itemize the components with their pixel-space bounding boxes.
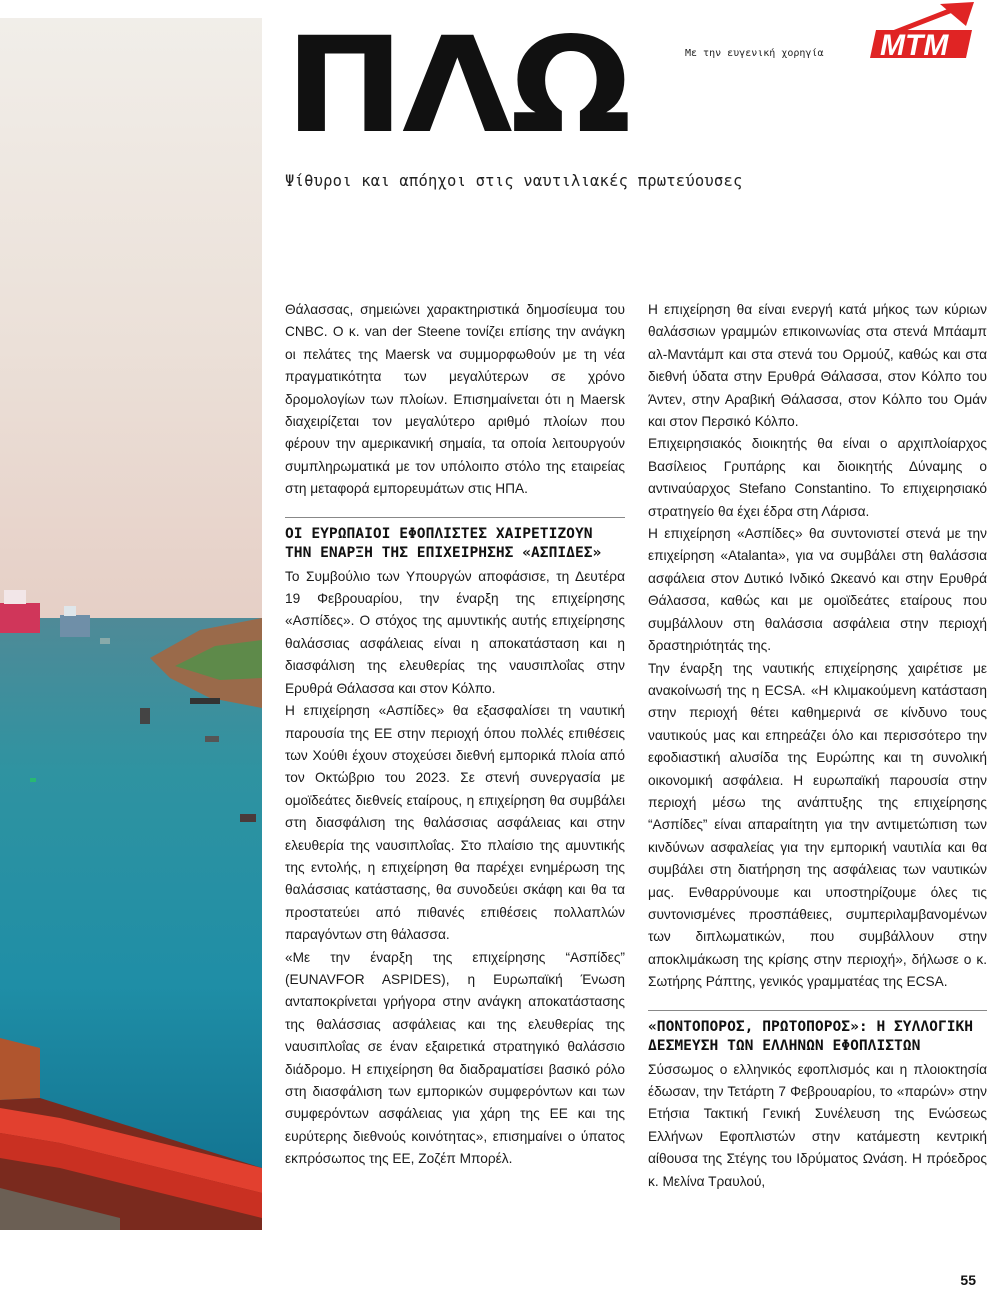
section-divider: [648, 1010, 987, 1011]
ship-blue-deck: [64, 606, 76, 616]
ship-blue: [60, 615, 90, 637]
container-stack-top: [0, 1038, 40, 1100]
sea-port-illustration: [0, 18, 262, 1230]
sky: [0, 18, 262, 618]
section-heading-aspides: ΟΙ ΕΥΡΩΠΑΙΟΙ ΕΦΟΠΛΙΣΤΕΣ ΧΑΙΡΕΤΙΖΟΥΝ ΤΗΝ ΕΝΑΡΞΗ ΤΗΣ ΕΠΙΧΕΙΡΗΣΗΣ «ΑΣΠΙΔΕΣ»: [285, 524, 602, 561]
col2-closing-paragraph: Σύσσωμος ο ελληνικός εφοπλισμός και η πλοιοκτησία έδωσαν, την Τετάρτη 7 Φεβρουαρίου, το «παρών» στην Ετήσια Τακτική Γενική Συνέλευση της Ενώσεως Ελλήνων Εφοπλιστών στην κατάμεστη κεντρική αίθουσα της Στέγης του Ιδρύματος Ωνάση. Η πρόεδρος κ. Μελίνα Τραυλού,: [648, 1061, 987, 1189]
col1-paragraph: Η επιχείρηση «Ασπίδες» θα εξασφαλίσει τη ναυτική παρουσία της ΕΕ στην περιοχή όπου πολλές επιθέσεις των Χούθι έχουν στοχεύσει διεθνή εμπορικά πλοία από τον Οκτώβριο του 2023. Σε στενή συνεργασία με ομοϊδεάτες διεθνείς εταίρους, η επιχείρηση θα συμβάλει στη διασφάλιση της θαλάσσιας ασφάλειας και στην ελευθερία της ναυσιπλοΐας. Στο πλαίσιο της αμυντικής της εντολής, η επιχείρηση θα παρέχει ενημέρωση της θαλάσσιας κατάστασης, θα συνοδεύει σκάφη και θα τα προστατεύει από πιθανές επιθέσεις πολλαπλών παραγόντων στη θάλασσα.: [285, 703, 625, 943]
col1-intro-paragraph: Θάλασσας, σημειώνει χαρακτηριστικά δημοσίευμα του CNBC. Ο κ. van der Steene τονίζει επίσης την ανάγκη οι πελάτες της Maersk να συμμορφωθούν με τη νέα πραγματικότητα των μεγαλύτερων σε χρόνο δρομολογίων των πλοίων. Επισημαίνεται ότι η Maersk διαχειρίζεται τον μεγαλύτερο αριθμό πλοίων που φέρουν την αμερικανική σημαία, τα οποία λειτουργούν συμπληρωματικά με τον υπόλοιπο στόλο της εταιρείας στη μεταφορά εμπορευμάτων στις ΗΠΑ.: [285, 302, 625, 497]
masthead-title: ΠΛΩ: [285, 9, 630, 163]
article-column-2: [648, 299, 987, 1193]
buoy: [140, 708, 150, 724]
col2-paragraph: Η επιχείρηση «Ασπίδες» θα συντονιστεί στενά με την επιχείρηση «Atalanta», για να συμβάλει στη θαλάσσια ασφάλεια στον Δυτικό Ινδικό Ωκεανό και στην Ερυθρά Θάλασσα, καθώς και με ομοϊδεάτες εταίρους που συμβάλλουν στη θαλάσσια ασφάλεια στην περιοχή δραστηριότητάς της.: [648, 526, 987, 654]
ship-pink-deck: [4, 590, 26, 604]
logo-text: MTM: [880, 29, 949, 62]
marker: [30, 778, 36, 782]
col1-paragraph: Το Συμβούλιο των Υπουργών αποφάσισε, τη Δευτέρα 19 Φεβρουαρίου, την έναρξη της επιχείρησης «Ασπίδες». Ο στόχος της αμυντικής αυτής επιχείρησης θαλάσσιας ασφάλειας είναι η αποκατάσταση και η διασφάλιση της ελευθερίας της ναυσιπλοΐας στην Ερυθρά Θάλασσα και στον Κόλπο.: [285, 568, 625, 696]
col2-paragraph: Επιχειρησιακός διοικητής θα είναι ο αρχιπλοίαρχος Βασίλειος Γρυπάρης και διοικητής Δύναμης ο αντιναύαρχος Stefano Constantino. Το επιχειρησιακό στρατηγείο θα έχει έδρα στη Λάρισα.: [648, 436, 987, 519]
pier: [190, 698, 220, 704]
article-column-1: [285, 299, 625, 1171]
ship-small: [100, 638, 110, 644]
masthead-subtitle: Ψίθυροι και απόηχοι στις ναυτιλιακές πρωτεύουσες: [285, 172, 743, 190]
col1-paragraph: «Με την έναρξη της επιχείρησης “Ασπίδες” (EUNAVFOR ASPIDES), η Ευρωπαϊκή Ένωση ανταποκρίνεται γρήγορα στην ανάγκη αποκατάστασης της θαλάσσιας ασφάλειας και της ελευθερίας της ναυσιπλοΐας σε έναν εξαιρετικά στρατηγικό θαλάσσιο διάδρομο. Η επιχείρηση θα διαδραματίσει βασικό ρόλο στη διασφάλιση των εμπορικών συμφερόντων και των συμφερόντων ασφάλειας για χάρη της ΕΕ και της ευρύτερης διεθνούς κοινότητας», επισημαίνει ο ύπατος εκπρόσωπος της ΕΕ, Ζοζέπ Μπορέλ.: [285, 949, 625, 1167]
ship-pink: [0, 603, 40, 633]
section-divider: [285, 517, 625, 518]
section-heading-pontoporos: «ΠΟΝΤΟΠΟΡΟΣ, ΠΡΩΤΟΠΟΡΟΣ»: Η ΣΥΛΛΟΓΙΚΗ ΔΕΣΜΕΥΣΗ ΤΩΝ ΕΛΛΗΝΩΝ ΕΦΟΠΛΙΣΤΩΝ: [648, 1017, 974, 1054]
cover-photo-sea-port: [0, 18, 262, 1230]
sponsor-text: Με την ευγενική χορηγία: [685, 48, 824, 59]
col2-paragraph: Την έναρξη της ναυτικής επιχείρησης χαιρέτισε με ανακοίνωσή της η ECSA. «Η κλιμακούμενη κατάσταση στην περιοχή θέτει καθημερινά σε κίνδυνο τους ναυτικούς μας και επηρεάζει όλο και περισσότερο την εφοδιαστική αλυσίδα της Ευρώπης και τη συνολική οικονομική ασφάλεια. Η ευρωπαϊκή παρουσία στην περιοχή μέσω της ανάπτυξης της επιχείρησης “Ασπίδες” είναι απαραίτητη για την αντιμετώπιση των κινδύνων ασφαλείας για την εμπορική ναυτιλία και θα συμβάλει στη διατήρηση της ασφάλειας των ναυτικών μας. Ενθαρρύνουμε και υποστηρίζουμε όλες τις συντονισμένες προσπάθειες, συμπεριλαμβανομένων των διπλωματικών, που συμβάλλουν στην αποκλιμάκωση της κρίσης στην περιοχή», δήλωσε ο κ. Σωτήρης Ράπτης, γενικός γραμματέας της ECSA.: [648, 660, 987, 990]
boat-small: [240, 814, 256, 822]
sponsor-logo: [870, 0, 978, 62]
boat: [205, 736, 219, 742]
col2-paragraph: Η επιχείρηση θα είναι ενεργή κατά μήκος των κύριων θαλάσσιων γραμμών επικοινωνίας στα στενά Μπάαμπ αλ-Μαντάμπ και στα στενά του Ορμούζ, καθώς και στα διεθνή ύδατα στην Ερυθρά Θάλασσα, στον Κόλπο του Άντεν, στην Αραβική Θάλασσα, στον Κόλπο του Ομάν και στον Περσικό Κόλπο.: [648, 302, 987, 430]
page-number: 55: [960, 1272, 976, 1288]
